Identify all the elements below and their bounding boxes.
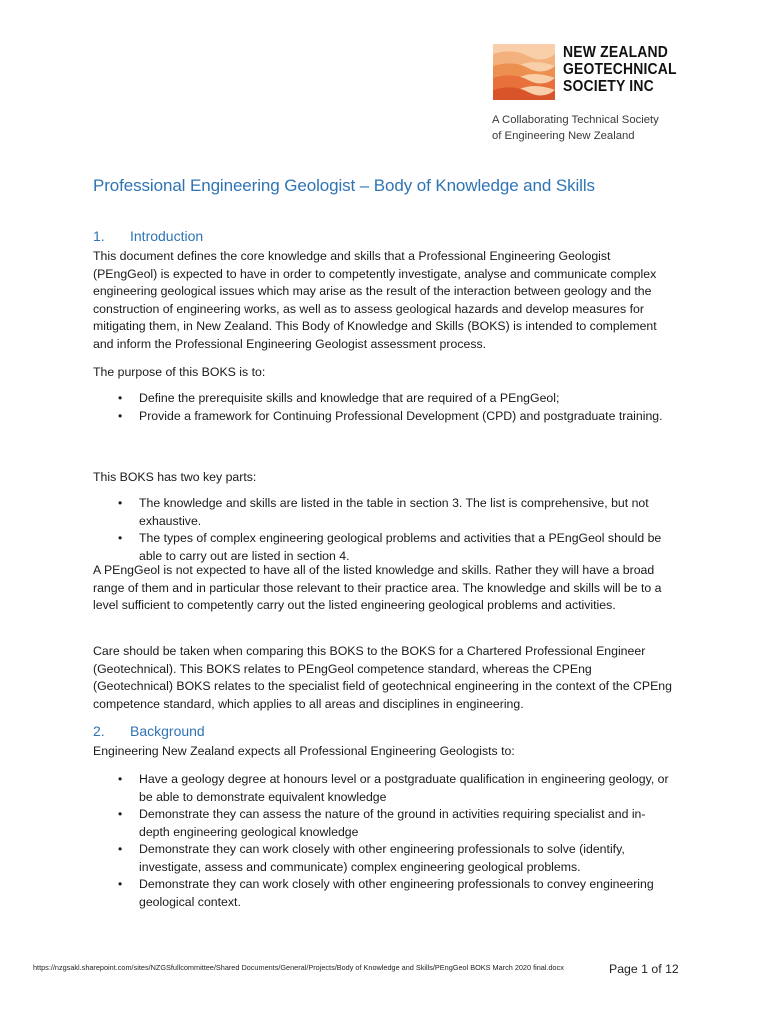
logo-line-1: NEW ZEALAND <box>563 44 669 61</box>
list-item: • The types of complex engineering geological problems and activities that a PEngGeol should be able to carry out are listed in section 4. <box>118 531 662 563</box>
list-item: • Provide a framework for Continuing Professional Development (CPD) and postgraduate training. <box>93 408 675 426</box>
list-item: • Demonstrate they can work closely with other engineering professionals to solve (identify, investigate, assess and communicate) complex engineering geological problems. <box>118 842 625 874</box>
section-1-heading <box>93 228 203 244</box>
footer-file-path: https://nzgsakl.sharepoint.com/sites/NZGSfullcommittee/Shared Documents/General/Projects/Body of Knowledge and Skills/PEngGeol BOKS March 2020 final.docx <box>33 963 564 972</box>
bullet-icon: • <box>118 877 123 891</box>
document-title: Professional Engineering Geologist – Body of Knowledge and Skills <box>93 176 595 195</box>
comparison-paragraph: Care should be taken when comparing this BOKS to the BOKS for a Chartered Professional Engineer (Geotechnical). This BOKS relates to PEngGeol competence standard, whereas the CPEng (Geotechnical) BOKS relates to the specialist field of geotechnical engineering in the context of the CPEng competence standard, which applies to all areas and disciplines in engineering. <box>93 644 672 711</box>
section-title: Introduction <box>130 228 204 244</box>
purpose-list <box>93 390 675 425</box>
bullet-icon: • <box>118 772 123 786</box>
bullet-icon: • <box>118 531 123 545</box>
list-item: • Define the prerequisite skills and knowledge that are required of a PEngGeol; <box>93 390 675 408</box>
list-item: • Have a geology degree at honours level or a postgraduate qualification in engineering geology, or be able to demonstrate equivalent knowledge <box>118 772 669 804</box>
section-2-heading <box>93 723 205 739</box>
logo-wordmark <box>563 44 677 95</box>
list-item: • Demonstrate they can work closely with other engineering professionals to convey engineering geological context. <box>118 877 654 909</box>
expectations-list <box>93 771 675 911</box>
tagline-line-1: A Collaborating Technical Society <box>492 114 659 126</box>
logo-tagline <box>492 112 659 144</box>
page-number: Page 1 of 12 <box>609 962 679 976</box>
parts-list <box>93 495 675 565</box>
purpose-lead: The purpose of this BOKS is to: <box>93 365 266 379</box>
bullet-icon: • <box>118 496 123 510</box>
bullet-icon: • <box>118 842 123 856</box>
expectation-paragraph: A PEngGeol is not expected to have all of the listed knowledge and skills. Rather they will have a broad range of them and in particular those relevant to their practice area. The knowledge and skills will be to a level sufficient to competently carry out the listed engineering geological problems and activities. <box>93 563 662 612</box>
logo-line-2: GEOTECHNICAL <box>563 61 677 78</box>
tagline-line-2: of Engineering New Zealand <box>492 130 635 142</box>
logo-line-3: SOCIETY INC <box>563 78 654 95</box>
bullet-icon: • <box>118 408 123 423</box>
bullet-icon: • <box>118 807 123 821</box>
section-number: 1. <box>93 228 105 244</box>
background-lead: Engineering New Zealand expects all Professional Engineering Geologists to: <box>93 744 515 758</box>
intro-paragraph: This document defines the core knowledge and skills that a Professional Engineering Geologist (PEngGeol) is expected to have in order to competently investigate, analyse and communicate complex engineering geological issues which may arise as the result of the interaction between geology and the construction of engineering works, as well as to assess geological hazards and develop measures for mitigating them, in New Zealand. This Body of Knowledge and Skills (BOKS) is intended to complement and inform the Professional Engineering Geologist assessment process. <box>93 249 657 351</box>
nzgs-logo-mark-icon <box>493 44 555 100</box>
section-title: Background <box>130 723 205 739</box>
bullet-icon: • <box>118 391 123 405</box>
section-number: 2. <box>93 723 105 739</box>
parts-lead: This BOKS has two key parts: <box>93 470 257 484</box>
list-item: • The knowledge and skills are listed in the table in section 3. The list is comprehensive, but not exhaustive. <box>118 496 649 528</box>
list-item: • Demonstrate they can assess the nature of the ground in activities requiring specialist and in-depth engineering geological knowledge <box>118 807 646 839</box>
nzgs-logo <box>493 44 693 104</box>
